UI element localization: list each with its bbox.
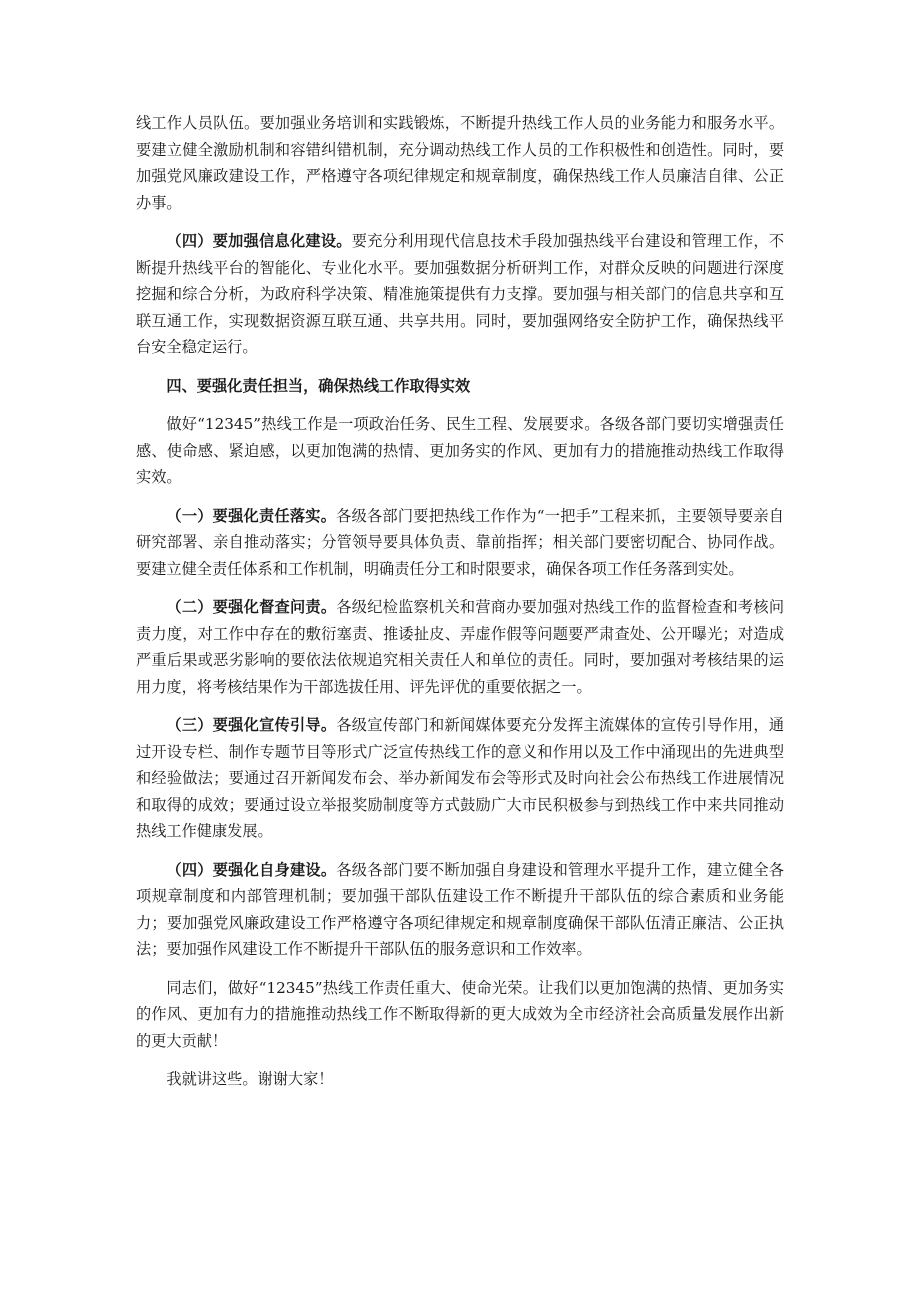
paragraph-continuation: 线工作人员队伍。要加强业务培训和实践锻炼，不断提升热线工作人员的业务能力和服务水平。要建立健全激励机制和容错纠错机制，充分调动热线工作人员的工作积极性和创造性。同时，要加强党风廉政建设工作，严格遵守各项纪律规定和规章制度，确保热线工作人员廉洁自律、公正办事。 bbox=[136, 114, 784, 212]
item-lead: （二）要强化督查问责。 bbox=[166, 598, 337, 616]
item-body: 各级纪检监察机关和营商办要加强对热线工作的监督检查和考核问责力度，对工作中存在的敷衍塞责、推诿扯皮、弄虚作假等问题要严肃查处、公开曝光；对造成严重后果或恶劣影响的要依法依规追究相关责任人和单位的责任。同时，要加强对考核结果的运用力度，将考核结果作为干部选拔任用、评先评优的重要依据之一。 bbox=[136, 598, 785, 696]
item-body: 要充分利用现代信息技术手段加强热线平台建设和管理工作，不断提升热线平台的智能化、专业化水平。要加强数据分析研判工作，对群众反映的问题进行深度挖掘和综合分析，为政府科学决策、精准施策提供有力支撑。要加强与相关部门的信息共享和互联互通工作，实现数据资源互联互通、共享共用。同时，要加强网络安全防护工作，确保热线平台安全稳定运行。 bbox=[136, 232, 785, 356]
paragraph-publicity bbox=[136, 712, 784, 845]
item-lead: （三）要强化宣传引导。 bbox=[166, 716, 337, 734]
paragraph-thanks: 我就讲这些。谢谢大家！ bbox=[166, 1070, 334, 1088]
paragraph-self-building bbox=[136, 857, 784, 963]
paragraph-supervision bbox=[136, 594, 784, 700]
item-lead: （四）要强化自身建设。 bbox=[166, 860, 337, 879]
item-body: 各级各部门要不断加强自身建设和管理水平提升工作，建立健全各项规章制度和内部管理机制；要加强干部队伍建设工作不断提升干部队伍的综合素质和业务能力；要加强党风廉政建设工作严格遵守各项纪律规定和规章制度确保干部队伍清正廉洁、公正执法；要加强作风建设工作不断提升干部队伍的服务意识和工作效率。 bbox=[136, 860, 785, 958]
paragraph-closing: 同志们，做好“12345”热线工作责任重大、使命光荣。让我们以更加饱满的热情、更加务实的作风、更加有力的措施推动热线工作不断取得新的更大成效为全市经济社会高质量发展作出新的更大贡献！ bbox=[136, 978, 784, 1050]
item-lead: （一）要强化责任落实。 bbox=[166, 506, 337, 525]
item-body: 各级各部门要把热线工作作为“一把手”工程来抓，主要领导要亲自研究部署、亲自推动落实；分管领导要具体负责、靠前指挥；相关部门要密切配合、协同作战。要建立健全责任体系和工作机制，明确责任分工和时限要求，确保各项工作任务落到实处。 bbox=[136, 506, 784, 578]
paragraph-section-intro: 做好“12345”热线工作是一项政治任务、民生工程、发展要求。各级各部门要切实增强责任感、使命感、紧迫感，以更加饱满的热情、更加务实的作风、更加有力的措施推动热线工作取得实效。 bbox=[136, 415, 784, 486]
section-heading-4: 四、要强化责任担当，确保热线工作取得实效 bbox=[166, 376, 471, 395]
paragraph-info-construction bbox=[136, 228, 784, 361]
item-lead: （四）要加强信息化建设。 bbox=[166, 232, 352, 250]
paragraph-responsibility bbox=[136, 503, 784, 583]
item-body: 各级宣传部门和新闻媒体要充分发挥主流媒体的宣传引导作用，通过开设专栏、制作专题节目等形式广泛宣传热线工作的意义和作用以及工作中涌现出的先进典型和经验做法；要通过召开新闻发布会、举办新闻发布会等形式及时向社会公布热线工作进展情况和取得的成效；要通过设立举报奖励制度等方式鼓励广大市民积极参与到热线工作中来共同推动热线工作健康发展。 bbox=[136, 716, 785, 840]
